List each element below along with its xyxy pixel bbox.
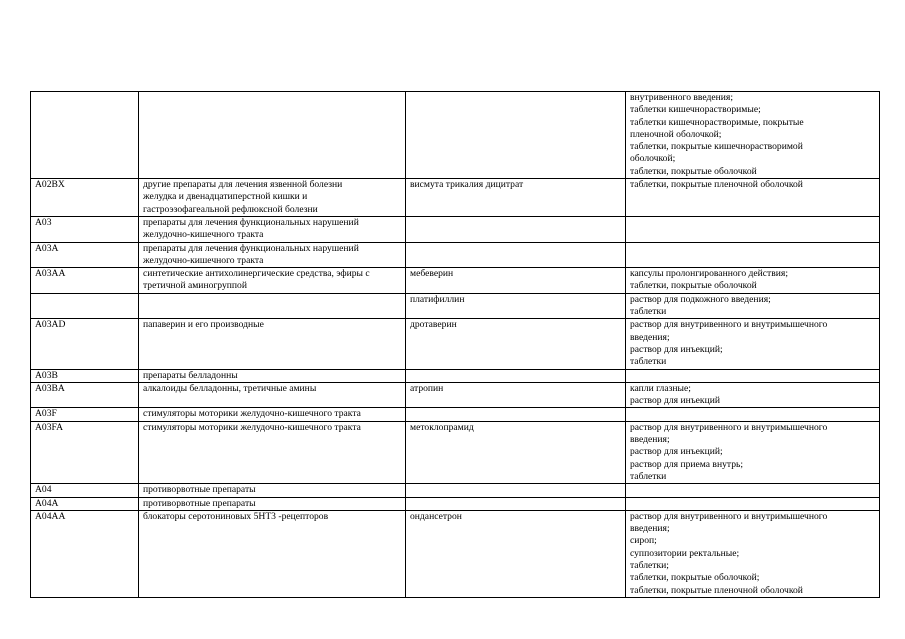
dosage-form-line: таблетки кишечнорастворимые;	[630, 104, 761, 116]
substance-name-text	[410, 484, 620, 496]
dosage-form-line: таблетки, покрытые кишечнорастворимой	[630, 141, 803, 153]
atc-code-cell	[31, 92, 139, 179]
anatomical-therapeutic-group-cell	[139, 92, 406, 179]
dosage-forms-cell	[626, 242, 880, 268]
dosage-form-line: таблетки, покрытые оболочкой	[630, 280, 757, 292]
dosage-form-line: сироп;	[630, 535, 657, 547]
drug-substance-cell	[406, 421, 626, 483]
atc-code-cell	[31, 408, 139, 421]
drug-substance-cell	[406, 216, 626, 242]
table-row	[31, 319, 880, 369]
group-name-line: желудка и двенадцатиперстной кишки и	[143, 191, 308, 203]
table-row	[31, 216, 880, 242]
substance-name-text: ондансетрон	[410, 510, 462, 522]
group-name-line: препараты для лечения функциональных нарушений	[143, 216, 359, 228]
group-name-line: противорвотные препараты	[143, 497, 256, 509]
atc-code-text: A02BX	[35, 179, 65, 191]
drug-substance-cell	[406, 369, 626, 382]
substance-name-text	[410, 370, 620, 382]
atc-code-text: A04A	[35, 497, 59, 509]
table-row	[31, 510, 880, 597]
atc-code-text: A03	[35, 216, 52, 228]
dosage-forms-cell	[626, 510, 880, 597]
dosage-forms-cell	[626, 382, 880, 408]
drug-substance-cell	[406, 179, 626, 217]
table-row	[31, 369, 880, 382]
drug-substance-cell	[406, 92, 626, 179]
drug-substance-cell	[406, 484, 626, 497]
dosage-form-line: таблетки;	[630, 559, 669, 571]
atc-code-cell	[31, 484, 139, 497]
anatomical-therapeutic-group-cell	[139, 216, 406, 242]
substance-name-text: метоклопрамид	[410, 421, 474, 433]
atc-code-text: A04	[35, 484, 52, 496]
substance-name-text	[410, 92, 620, 104]
group-name-line: другие препараты для лечения язвенной болезни	[143, 179, 343, 191]
dosage-forms-cell	[626, 268, 880, 294]
drug-substance-cell	[406, 319, 626, 369]
anatomical-therapeutic-group-cell	[139, 484, 406, 497]
atc-code-cell	[31, 421, 139, 483]
anatomical-therapeutic-group-cell	[139, 421, 406, 483]
atc-code-cell	[31, 382, 139, 408]
substance-name-text	[410, 408, 620, 420]
substance-name-text	[410, 217, 620, 229]
dosage-forms-cell	[626, 484, 880, 497]
dosage-form-line: капсулы пролонгированного действия;	[630, 268, 788, 280]
dosage-forms-cell	[626, 92, 880, 179]
atc-code-cell	[31, 497, 139, 510]
atc-code-text	[35, 294, 133, 306]
group-name-line: гастроэзофагеальной рефлюксной болезни	[143, 203, 318, 215]
substance-name-text: висмута трикалия дицитрат	[410, 179, 524, 191]
dosage-form-line: таблетки, покрытые пленочной оболочкой	[630, 584, 803, 596]
drug-substance-cell	[406, 382, 626, 408]
dosage-forms-cell	[626, 408, 880, 421]
group-name-line: стимуляторы моторики желудочно-кишечного тракта	[143, 421, 361, 433]
anatomical-therapeutic-group-cell	[139, 242, 406, 268]
dosage-form-line: таблетки	[630, 306, 667, 318]
dosage-form-line: раствор для внутривенного и внутримышечного	[630, 510, 828, 522]
atc-code-text	[35, 92, 133, 104]
table-row	[31, 497, 880, 510]
dosage-form-line: раствор для приема внутрь;	[630, 458, 744, 470]
dosage-form-line: раствор для инъекций;	[630, 446, 723, 458]
group-name-line: желудочно-кишечного тракта	[143, 254, 264, 266]
table-row	[31, 382, 880, 408]
atc-code-text: A04AA	[35, 510, 66, 522]
dosage-form-line: раствор для внутривенного и внутримышечного	[630, 319, 828, 331]
atc-code-cell	[31, 268, 139, 294]
dosage-form-line: таблетки	[630, 356, 667, 368]
dosage-form-line: пленочной оболочкой;	[630, 128, 722, 140]
dosage-forms-cell	[626, 497, 880, 510]
atc-code-text: A03BA	[35, 382, 65, 394]
dosage-forms-cell	[626, 421, 880, 483]
group-name-line: алкалоиды белладонны, третичные амины	[143, 382, 317, 394]
substance-name-text	[410, 498, 620, 510]
atc-code-cell	[31, 293, 139, 319]
drug-list-table	[30, 91, 880, 598]
drug-substance-cell	[406, 497, 626, 510]
dosage-form-line: капли глазные;	[630, 382, 691, 394]
dosage-form-line: введения;	[630, 331, 670, 343]
group-name-line: противорвотные препараты	[143, 484, 256, 496]
dosage-form-line: раствор для подкожного введения;	[630, 293, 771, 305]
atc-code-text: A03A	[35, 242, 59, 254]
atc-code-cell	[31, 216, 139, 242]
dosage-forms-cell	[626, 216, 880, 242]
atc-code-cell	[31, 510, 139, 597]
drug-substance-cell	[406, 408, 626, 421]
anatomical-therapeutic-group-cell	[139, 382, 406, 408]
dosage-form-line: таблетки кишечнорастворимые, покрытые	[630, 116, 804, 128]
dosage-form-line: раствор для инъекций	[630, 395, 720, 407]
drug-substance-cell	[406, 510, 626, 597]
dosage-forms-cell	[626, 319, 880, 369]
anatomical-therapeutic-group-cell	[139, 179, 406, 217]
atc-code-text: A03FA	[35, 421, 64, 433]
anatomical-therapeutic-group-cell	[139, 268, 406, 294]
dosage-form-line: внутривенного введения;	[630, 92, 734, 103]
group-name-line: стимуляторы моторики желудочно-кишечного тракта	[143, 408, 361, 420]
drug-substance-cell	[406, 293, 626, 319]
atc-code-text: A03AD	[35, 319, 66, 331]
dosage-form-line: таблетки	[630, 470, 667, 482]
group-name-line: препараты для лечения функциональных нарушений	[143, 242, 359, 254]
table-row	[31, 293, 880, 319]
atc-code-text: A03F	[35, 408, 57, 420]
drug-substance-cell	[406, 242, 626, 268]
substance-name-text: мебеверин	[410, 268, 454, 280]
group-name-line: блокаторы серотониновых 5HT3 -рецепторов	[143, 510, 329, 522]
table-row	[31, 268, 880, 294]
anatomical-therapeutic-group-cell	[139, 369, 406, 382]
dosage-form-line: раствор для внутривенного и внутримышечного	[630, 421, 828, 433]
substance-name-text: атропин	[410, 382, 444, 394]
group-name-line: третичной аминогруппой	[143, 280, 247, 292]
drug-substance-cell	[406, 268, 626, 294]
dosage-form-line: таблетки, покрытые оболочкой;	[630, 572, 760, 584]
group-name-line: папаверин и его производные	[143, 319, 264, 331]
substance-name-text: дротаверин	[410, 319, 457, 331]
dosage-forms-cell	[626, 179, 880, 217]
dosage-forms-cell	[626, 369, 880, 382]
anatomical-therapeutic-group-cell	[139, 497, 406, 510]
table-row	[31, 484, 880, 497]
anatomical-therapeutic-group-cell	[139, 293, 406, 319]
dosage-form-line: таблетки, покрытые оболочкой	[630, 165, 757, 177]
substance-name-text: платифиллин	[410, 293, 465, 305]
group-name-line: синтетические антихолинергические средства, эфиры с	[143, 268, 370, 280]
table-row	[31, 408, 880, 421]
table-row	[31, 179, 880, 217]
table-row	[31, 421, 880, 483]
dosage-form-line: введения;	[630, 523, 670, 535]
anatomical-therapeutic-group-cell	[139, 510, 406, 597]
dosage-form-line: суппозитории ректальные;	[630, 547, 740, 559]
atc-code-cell	[31, 319, 139, 369]
atc-code-text: A03B	[35, 369, 58, 381]
atc-code-cell	[31, 369, 139, 382]
table-row	[31, 242, 880, 268]
anatomical-therapeutic-group-cell	[139, 319, 406, 369]
dosage-form-line: оболочкой;	[630, 153, 676, 165]
anatomical-therapeutic-group-cell	[139, 408, 406, 421]
table-body	[31, 92, 880, 598]
substance-name-text	[410, 243, 620, 255]
group-name-line: препараты белладонны	[143, 369, 238, 381]
dosage-form-line: таблетки, покрытые пленочной оболочкой	[630, 179, 803, 191]
atc-code-text: A03AA	[35, 268, 66, 280]
table-row	[31, 92, 880, 179]
atc-code-cell	[31, 179, 139, 217]
dosage-forms-cell	[626, 293, 880, 319]
dosage-form-line: введения;	[630, 434, 670, 446]
dosage-form-line: раствор для инъекций;	[630, 343, 723, 355]
atc-code-cell	[31, 242, 139, 268]
group-name-line: желудочно-кишечного тракта	[143, 229, 264, 241]
